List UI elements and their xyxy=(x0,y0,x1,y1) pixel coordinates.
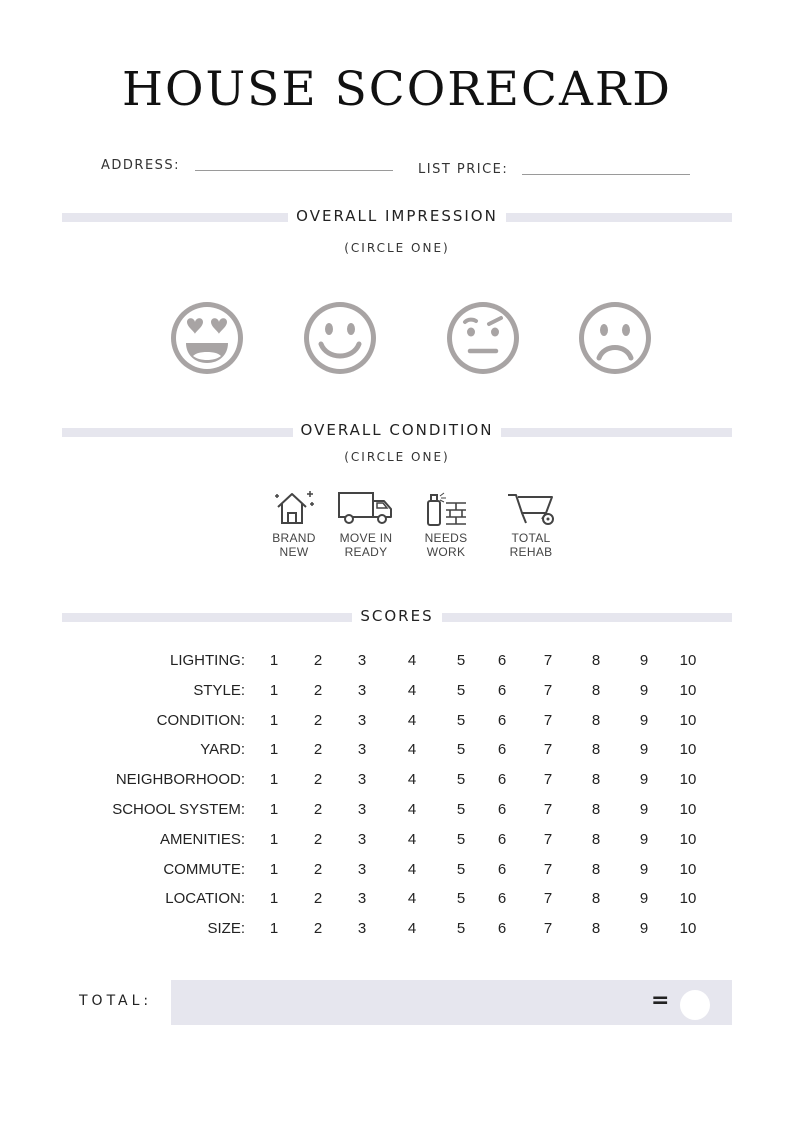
score-option[interactable]: 2 xyxy=(313,830,323,848)
score-option[interactable]: 4 xyxy=(407,920,417,938)
frowning-face-icon[interactable] xyxy=(577,300,653,376)
skeptical-face-icon[interactable] xyxy=(445,300,521,376)
condition-option-total-rehab[interactable] xyxy=(496,487,566,559)
score-option[interactable]: 7 xyxy=(543,771,553,789)
score-option[interactable]: 6 xyxy=(497,830,507,848)
score-option[interactable]: 5 xyxy=(456,741,466,759)
condition-heading xyxy=(0,421,794,439)
score-option[interactable]: 4 xyxy=(407,771,417,789)
score-category-label: LIGHTING: xyxy=(169,652,245,669)
score-option[interactable]: 3 xyxy=(357,830,367,848)
score-option[interactable]: 7 xyxy=(543,860,553,878)
score-option[interactable]: 2 xyxy=(313,771,323,789)
score-option[interactable]: 6 xyxy=(497,801,507,818)
score-option[interactable]: 6 xyxy=(497,890,507,908)
score-category-label: YARD: xyxy=(200,741,245,759)
score-option[interactable]: 7 xyxy=(543,652,553,669)
score-option[interactable]: 5 xyxy=(456,711,466,729)
score-option[interactable]: 2 xyxy=(313,860,323,878)
score-option[interactable]: 4 xyxy=(407,711,417,729)
score-option[interactable]: 7 xyxy=(543,801,553,818)
score-option[interactable]: 6 xyxy=(497,771,507,789)
score-option[interactable]: 8 xyxy=(591,830,601,848)
score-option[interactable]: 8 xyxy=(591,652,601,669)
score-option[interactable]: 8 xyxy=(591,771,601,789)
score-category-label: STYLE: xyxy=(193,681,245,699)
score-option[interactable]: 4 xyxy=(407,801,417,818)
score-option[interactable]: 1 xyxy=(269,801,279,818)
list-price-field[interactable] xyxy=(522,174,690,175)
score-option[interactable]: 2 xyxy=(313,741,323,759)
score-option[interactable]: 3 xyxy=(357,741,367,759)
address-label: ADDRESS: xyxy=(101,158,181,173)
heart-eyes-face-icon[interactable] xyxy=(169,300,245,376)
score-option[interactable]: 9 xyxy=(639,711,649,729)
condition-label-brand-new: BRAND NEW xyxy=(272,531,316,559)
score-option[interactable]: 4 xyxy=(407,681,417,699)
score-category-label: NEIGHBORHOOD: xyxy=(115,771,245,789)
score-option[interactable]: 10 xyxy=(679,652,697,669)
score-option[interactable]: 10 xyxy=(679,920,697,938)
score-option[interactable]: 1 xyxy=(269,771,279,789)
score-option[interactable]: 5 xyxy=(456,801,466,818)
score-category-label: SCHOOL SYSTEM: xyxy=(112,801,245,818)
score-category-label: SIZE: xyxy=(207,920,245,938)
score-option[interactable]: 9 xyxy=(639,771,649,789)
score-option[interactable]: 5 xyxy=(456,920,466,938)
sparkling-house-icon xyxy=(272,487,316,527)
score-option[interactable]: 1 xyxy=(269,830,279,848)
score-category-label: CONDITION: xyxy=(156,711,245,729)
score-option[interactable]: 4 xyxy=(407,890,417,908)
score-option[interactable]: 2 xyxy=(313,652,323,669)
score-option[interactable]: 8 xyxy=(591,920,601,938)
condition-label-total-rehab: TOTAL REHAB xyxy=(509,531,553,559)
score-option[interactable]: 10 xyxy=(679,711,697,729)
equals-sign: = xyxy=(651,988,670,1013)
score-category-label: AMENITIES: xyxy=(159,830,245,848)
score-option[interactable]: 6 xyxy=(497,681,507,699)
scores-heading xyxy=(0,607,794,625)
score-option[interactable]: 9 xyxy=(639,830,649,848)
total-label: TOTAL: xyxy=(79,993,153,1009)
condition-option-needs-work[interactable] xyxy=(411,487,481,559)
score-option[interactable]: 3 xyxy=(357,801,367,818)
total-value-circle[interactable] xyxy=(680,990,710,1020)
total-box[interactable] xyxy=(171,980,732,1025)
score-option[interactable]: 9 xyxy=(639,860,649,878)
score-option[interactable]: 3 xyxy=(357,860,367,878)
score-option[interactable]: 6 xyxy=(497,860,507,878)
score-option[interactable]: 1 xyxy=(269,920,279,938)
scores-heading-text: SCORES xyxy=(352,607,441,625)
score-option[interactable]: 2 xyxy=(313,711,323,729)
score-option[interactable]: 6 xyxy=(497,741,507,759)
impression-heading-text: OVERALL IMPRESSION xyxy=(288,207,506,225)
condition-option-brand-new[interactable] xyxy=(259,487,329,559)
score-option[interactable]: 3 xyxy=(357,681,367,699)
score-option[interactable]: 4 xyxy=(407,860,417,878)
score-option[interactable]: 3 xyxy=(357,771,367,789)
score-option[interactable]: 8 xyxy=(591,711,601,729)
score-option[interactable]: 3 xyxy=(357,920,367,938)
score-option[interactable]: 3 xyxy=(357,890,367,908)
condition-option-move-in-ready[interactable] xyxy=(331,487,401,559)
score-option[interactable]: 10 xyxy=(679,890,697,908)
score-option[interactable]: 6 xyxy=(497,920,507,938)
score-option[interactable]: 2 xyxy=(313,801,323,818)
score-option[interactable]: 6 xyxy=(497,652,507,669)
impression-instruction: (CIRCLE ONE) xyxy=(344,241,450,255)
score-option[interactable]: 2 xyxy=(313,890,323,908)
score-option[interactable]: 8 xyxy=(591,890,601,908)
score-option[interactable]: 1 xyxy=(269,741,279,759)
score-option[interactable]: 8 xyxy=(591,741,601,759)
score-option[interactable]: 9 xyxy=(639,652,649,669)
score-option[interactable]: 4 xyxy=(407,830,417,848)
score-option[interactable]: 10 xyxy=(679,860,697,878)
score-option[interactable]: 5 xyxy=(456,771,466,789)
condition-label-needs-work: NEEDS WORK xyxy=(424,531,468,559)
moving-truck-icon xyxy=(336,487,396,527)
score-option[interactable]: 5 xyxy=(456,860,466,878)
score-option[interactable]: 7 xyxy=(543,890,553,908)
score-option[interactable]: 1 xyxy=(269,860,279,878)
score-option[interactable]: 10 xyxy=(679,801,697,818)
score-option[interactable]: 10 xyxy=(679,741,697,759)
score-option[interactable]: 1 xyxy=(269,681,279,699)
score-option[interactable]: 7 xyxy=(543,711,553,729)
score-option[interactable]: 10 xyxy=(679,771,697,789)
score-option[interactable]: 8 xyxy=(591,860,601,878)
score-option[interactable]: 10 xyxy=(679,681,697,699)
score-option[interactable]: 7 xyxy=(543,681,553,699)
impression-heading xyxy=(0,207,794,225)
score-option[interactable]: 7 xyxy=(543,830,553,848)
score-option[interactable]: 9 xyxy=(639,801,649,818)
wheelbarrow-icon xyxy=(504,487,558,527)
score-option[interactable]: 8 xyxy=(591,801,601,818)
score-option[interactable]: 7 xyxy=(543,920,553,938)
condition-heading-text: OVERALL CONDITION xyxy=(293,421,502,439)
score-option[interactable]: 7 xyxy=(543,741,553,759)
score-option[interactable]: 8 xyxy=(591,681,601,699)
address-field[interactable] xyxy=(195,170,393,171)
score-option[interactable]: 5 xyxy=(456,830,466,848)
score-option[interactable]: 9 xyxy=(639,920,649,938)
score-category-label: COMMUTE: xyxy=(163,860,245,878)
score-option[interactable]: 2 xyxy=(313,681,323,699)
score-option[interactable]: 4 xyxy=(407,741,417,759)
score-option[interactable]: 1 xyxy=(269,652,279,669)
score-option[interactable]: 6 xyxy=(497,711,507,729)
score-option[interactable]: 5 xyxy=(456,890,466,908)
page-title: HOUSE SCORECARD xyxy=(122,62,672,117)
list-price-label: LIST PRICE: xyxy=(418,162,509,177)
score-option[interactable]: 1 xyxy=(269,711,279,729)
condition-label-move-in-ready: MOVE IN READY xyxy=(339,531,393,559)
score-option[interactable]: 4 xyxy=(407,652,417,669)
score-option[interactable]: 3 xyxy=(357,652,367,669)
score-option[interactable]: 1 xyxy=(269,890,279,908)
score-option[interactable]: 2 xyxy=(313,920,323,938)
score-option[interactable]: 9 xyxy=(639,741,649,759)
score-option[interactable]: 5 xyxy=(456,652,466,669)
score-category-label: LOCATION: xyxy=(165,890,245,908)
smiling-face-icon[interactable] xyxy=(302,300,378,376)
score-option[interactable]: 9 xyxy=(639,681,649,699)
score-option[interactable]: 3 xyxy=(357,711,367,729)
spray-can-brick-icon xyxy=(422,487,470,527)
score-option[interactable]: 9 xyxy=(639,890,649,908)
condition-instruction: (CIRCLE ONE) xyxy=(344,450,450,464)
score-option[interactable]: 10 xyxy=(679,830,697,848)
score-option[interactable]: 5 xyxy=(456,681,466,699)
